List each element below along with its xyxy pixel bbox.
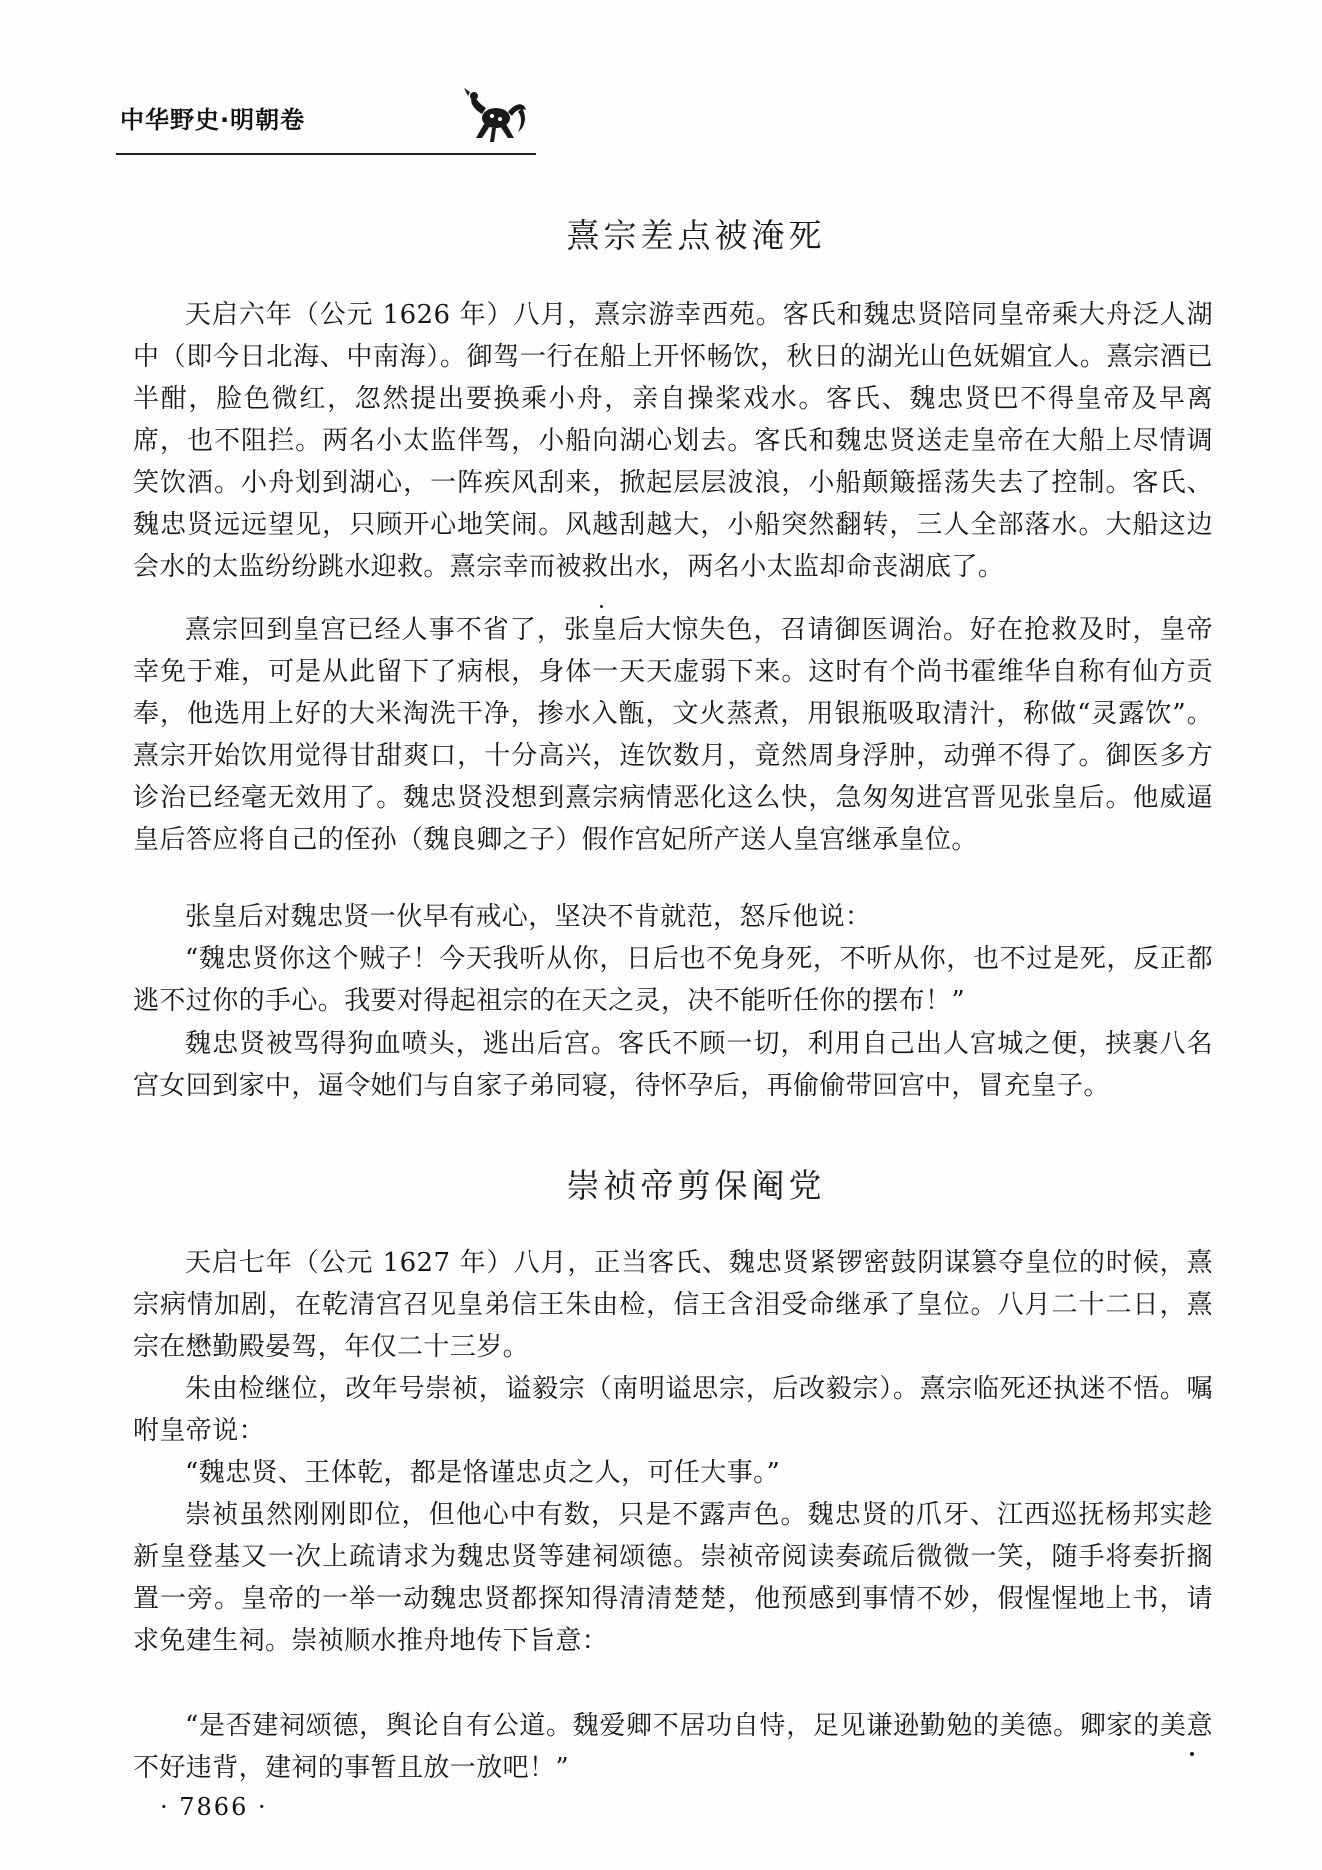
paragraph: 天启六年（公元 1626 年）八月，熹宗游幸西苑。客氏和魏忠贤陪同皇帝乘大舟泛人湖中（即今日北海、中南海）。御驾一行在船上开怀畅饮，秋日的湖光山色妩媚宜人。熹宗酒已半酣，脸色微红，忽然提出要换乘小舟，亲自操桨戏水。客氏、魏忠贤巴不得皇帝及早离席，也不阻拦。两名小太监伴驾，小船向湖心划去。客氏和魏忠贤送走皇帝在大船上尽情调笑饮酒。小舟划到湖心，一阵疾风刮来，掀起层层波浪，小船颠簸摇荡失去了控制。客氏、魏忠贤远远望见，只顾开心地笑闹。风越刮越大，小船突然翻转，三人全部落水。大船这边会水的太监纷纷跳水迎救。熹宗幸而被救出水，两名小太监却命丧湖底了。 [133,300,1213,582]
paragraph: 熹宗回到皇宫已经人事不省了，张皇后大惊失色，召请御医调治。好在抢救及时，皇帝幸免于难，可是从此留下了病根，身体一天天虚弱下来。这时有个尚书霍维华自称有仙方贡奉，他选用上好的大米淘洗干净，掺水入甑，文火蒸煮，用银瓶吸取清汁，称做“灵露饮”。熹宗开始饮用觉得甘甜爽口，十分高兴，连饮数月，竟然周身浮肿，动弹不得了。御医多方诊治已经毫无效用了。魏忠贤没想到熹宗病情恶化这么快，急匆匆进宫晋见张皇后。他威逼皇后答应将自己的侄孙（魏良卿之子）假作宫妃所产送人皇宫继承皇位。 [133,615,1213,855]
paragraph: 魏忠贤被骂得狗血喷头，逃出后宫。客氏不顾一切，利用自己出人宫城之便，挟裹八名宫女回到家中，逼令她们与自家子弟同寝，待怀孕后，再偷偷带回宫中，冒充皇子。 [133,1029,1213,1101]
header-rule [116,153,536,155]
quote-paragraph: “是否建祠颂德，舆论自有公道。魏爱卿不居功自恃，足见谦逊勤勉的美德。卿家的美意不好违背，建祠的事暂且放一放吧！” [133,1711,1213,1783]
scan-speck [600,605,603,608]
scan-speck [1190,1752,1194,1756]
dragon-emblem-icon [462,88,530,144]
quote-paragraph: “魏忠贤、王体乾，都是恪谨忠贞之人，可任大事。” [185,1458,781,1488]
section-title: 熹宗差点被淹死 [566,216,826,255]
section-title: 崇祯帝剪保阉党 [566,1166,826,1205]
page-number: · 7866 · [160,1793,268,1821]
paragraph: 朱由检继位，改年号崇祯，谥毅宗（南明谥思宗，后改毅宗）。熹宗临死还执迷不悟。嘱咐皇帝说： [133,1374,1213,1446]
paragraph: 崇祯虽然刚刚即位，但他心中有数，只是不露声色。魏忠贤的爪牙、江西巡抚杨邦实趁新皇登基又一次上疏请求为魏忠贤等建祠颂德。崇祯帝阅读奏疏后微微一笑，随手将奏折搁置一旁。皇帝的一举一动魏忠贤都探知得清清楚楚，他预感到事情不妙，假惺惺地上书，请求免建生祠。崇祯顺水推舟地传下旨意： [133,1500,1213,1656]
paragraph: 天启七年（公元 1627 年）八月，正当客氏、魏忠贤紧锣密鼓阴谋篡夺皇位的时候，熹宗病情加剧，在乾清宫召见皇弟信王朱由检，信王含泪受命继承了皇位。八月二十二日，熹宗在懋勤殿晏驾，年仅二十三岁。 [133,1248,1213,1362]
quote-paragraph: “魏忠贤你这个贼子！今天我听从你，日后也不免身死，不听从你，也不过是死，反正都逃不过你的手心。我要对得起祖宗的在天之灵，决不能听任你的摆布！” [133,944,1213,1016]
running-head-title: 中华野史·明朝卷 [120,106,306,134]
paragraph: 张皇后对魏忠贤一伙早有戒心，坚决不肯就范，怒斥他说： [185,902,872,932]
